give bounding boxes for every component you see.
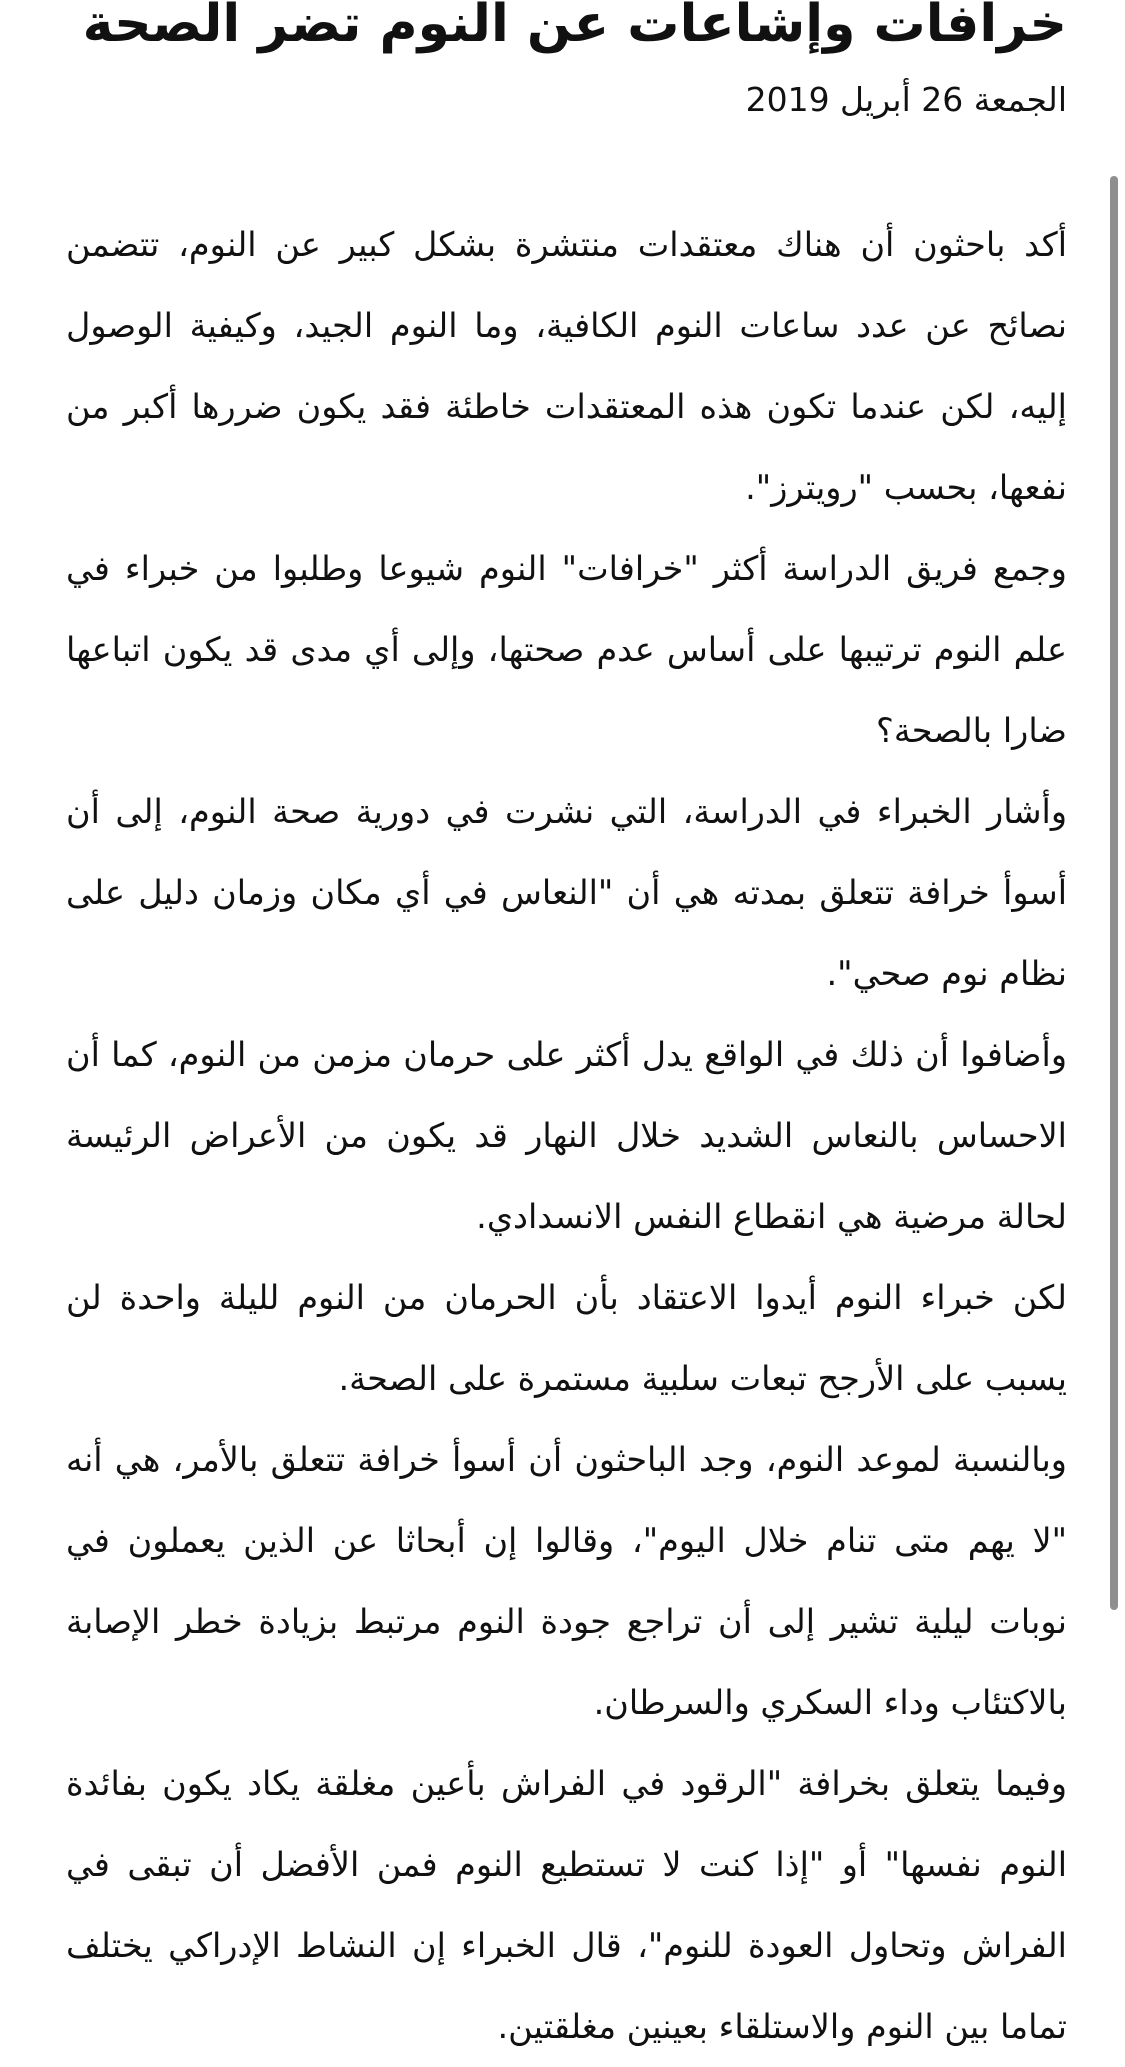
article-paragraph: أكد باحثون أن هناك معتقدات منتشرة بشكل كبير عن النوم، تتضمن نصائح عن عدد ساعات النوم الكافية، وما النوم الجيد، وكيفية الوصول إليه، لكن عندما تكون هذه المعتقدات خاطئة فقد يكون ضررها أكبر من نفعها، بحسب "رويترز". [66,225,1067,507]
article-paragraph: وأشار الخبراء في الدراسة، التي نشرت في دورية صحة النوم، إلى أن أسوأ خرافة تتعلق بمدته هي أن "النعاس في أي مكان وزمان دليل على نظام نوم صحي". [66,792,1067,993]
article-paragraph: وجمع فريق الدراسة أكثر "خرافات" النوم شيوعا وطلبوا من خبراء في علم النوم ترتيبها على أساس عدم صحتها، وإلى أي مدى قد يكون اتباعها ضارا بالصحة؟ [66,549,1067,750]
vertical-scrollbar[interactable] [1110,176,1118,1610]
article-paragraph: وأضافوا أن ذلك في الواقع يدل أكثر على حرمان مزمن من النوم، كما أن الاحساس بالنعاس الشديد خلال النهار قد يكون من الأعراض الرئيسة لحالة مرضية هي انقطاع النفس الانسدادي. [66,1035,1067,1236]
article-body [66,204,1067,2067]
article-paragraph: وفيما يتعلق بخرافة "الرقود في الفراش بأعين مغلقة يكاد يكون بفائدة النوم نفسها" أو "إذا كنت لا تستطيع النوم فمن الأفضل أن تبقى في الفراش وتحاول العودة للنوم"، قال الخبراء إن النشاط الإدراكي يختلف تماما بين النوم والاستلقاء بعينين مغلقتين. [66,1764,1067,2046]
article-date: الجمعة 26 أبريل 2019 [745,80,1067,119]
article-title: خرافات وإشاعات عن النوم تضر الصحة [82,0,1067,54]
article-paragraph: وبالنسبة لموعد النوم، وجد الباحثون أن أسوأ خرافة تتعلق بالأمر، هي أنه "لا يهم متى تنام خلال اليوم"، وقالوا إن أبحاثا عن الذين يعملون في نوبات ليلية تشير إلى أن تراجع جودة النوم مرتبط بزيادة خطر الإصابة بالاكتئاب وداء السكري والسرطان. [66,1440,1067,1722]
article-paragraph: لكن خبراء النوم أيدوا الاعتقاد بأن الحرمان من النوم لليلة واحدة لن يسبب على الأرجح تبعات سلبية مستمرة على الصحة. [66,1278,1067,1398]
